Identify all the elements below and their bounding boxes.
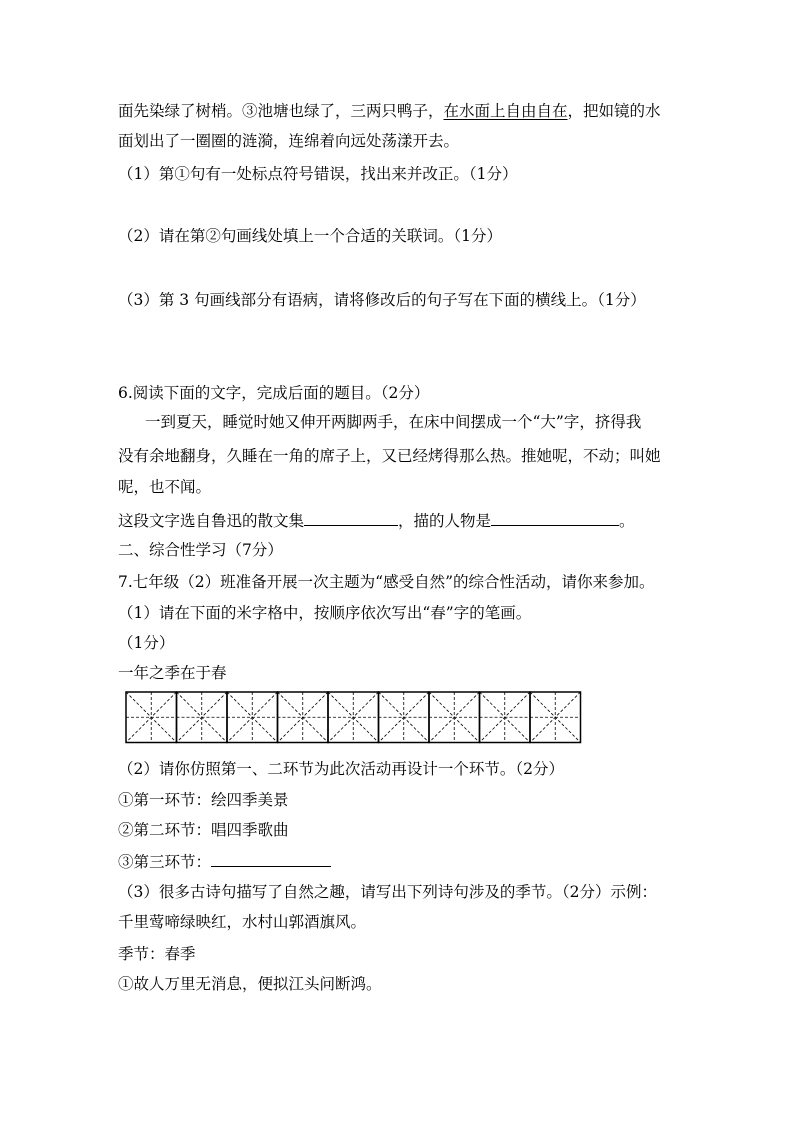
grid-cell[interactable]	[480, 692, 531, 743]
character-answer-blank[interactable]	[491, 509, 619, 526]
grid-cell[interactable]	[328, 692, 379, 743]
q6-question-text-a: 这段文字选自鲁迅的散文集	[118, 512, 305, 530]
q6-question	[118, 509, 635, 531]
q6-question-end: 。	[619, 512, 635, 530]
q5-sub2: （2）请在第②句画线处填上一个合适的关联词。（1分）	[118, 227, 502, 245]
passage-line-1-text-b: ，把如镜的水	[567, 102, 661, 120]
grid-cell[interactable]	[126, 692, 177, 743]
q7-sub1-score: （1分）	[118, 634, 175, 652]
section-2-heading: 二、综合性学习（7分）	[118, 541, 283, 559]
q7-sub1: （1）请在下面的米字格中，按顺序依次写出“春”字的笔画。	[118, 604, 532, 622]
q7-step-3	[118, 850, 331, 872]
season-example: 季节：春季	[118, 945, 196, 963]
passage-line-1-text-a: 面先染绿了树梢。③池塘也绿了，三两只鸭子，	[118, 102, 444, 120]
q7-intro: 7.七年级（2）班准备开展一次主题为“感受自然”的综合性活动，请你来参加。	[118, 573, 655, 591]
q7-sentence: 一年之季在于春	[118, 664, 227, 682]
q6-text-line-3: 呢，也不闻。	[118, 478, 212, 496]
grid-cell[interactable]	[379, 692, 430, 743]
poem-1: ①故人万里无消息，便拟江头问断鸿。	[118, 975, 382, 993]
q7-sub3-line-1: （3）很多古诗句描写了自然之趣，请写出下列诗句涉及的季节。（2分）示例：	[118, 883, 657, 901]
q6-text-line-2: 没有余地翻身，久睡在一角的席子上，又已经烤得那么热。推她呢，不动；叫她	[118, 447, 661, 465]
q7-step-2: ②第二环节：唱四季歌曲	[118, 821, 289, 839]
grid-cell[interactable]	[429, 692, 480, 743]
q7-sub3-line-2: 千里莺啼绿映红，水村山郭酒旗风。	[118, 913, 367, 931]
mi-character-grid[interactable]	[125, 691, 585, 747]
step-3-answer-blank[interactable]	[211, 850, 331, 867]
q7-sub2: （2）请你仿照第一、二环节为此次活动再设计一个环节。（2分）	[118, 760, 564, 778]
q6-text-line-1: 一到夏天，睡觉时她又伸开两脚两手，在床中间摆成一个“大”字，挤得我	[145, 413, 642, 431]
q5-sub1: （1）第①句有一处标点符号错误，找出来并改正。（1分）	[118, 165, 518, 183]
q6-title: 6.阅读下面的文字，完成后面的题目。（2分）	[118, 384, 430, 402]
q7-step-1: ①第一环节：绘四季美景	[118, 791, 289, 809]
collection-answer-blank[interactable]	[304, 509, 398, 526]
passage-line-1	[118, 101, 661, 121]
grid-cell[interactable]	[177, 692, 228, 743]
grid-cell[interactable]	[278, 692, 329, 743]
q6-question-text-b: ，描的人物是	[398, 512, 492, 530]
grid-cell[interactable]	[227, 692, 278, 743]
passage-line-2: 面划出了一圈圈的涟漪，连绵着向远处荡漾开去。	[118, 132, 460, 150]
q7-step-3-label: ③第三环节：	[118, 853, 212, 871]
grid-cell[interactable]	[530, 692, 581, 743]
passage-underlined-phrase: 在水面上自由自在	[443, 102, 568, 120]
q5-sub3: （3）第 3 句画线部分有语病，请将修改后的句子写在下面的横线上。（1分）	[118, 291, 646, 309]
